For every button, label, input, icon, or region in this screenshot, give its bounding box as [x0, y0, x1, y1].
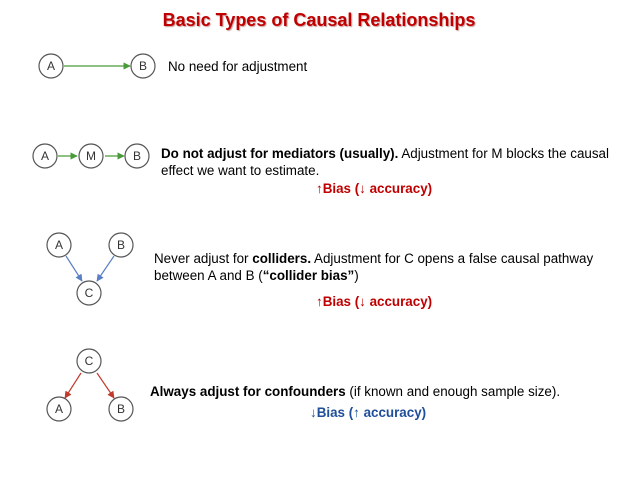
svg-text:A: A [54, 238, 64, 252]
node-b [109, 233, 133, 257]
svg-text:C: C [84, 286, 94, 300]
node-a [33, 144, 57, 168]
node-b [125, 144, 149, 168]
arrow-b-to-c [97, 256, 114, 281]
arrow-c-to-a [65, 373, 81, 398]
mediator-bias: ↑Bias (↓ accuracy) [316, 181, 433, 196]
confounder-bias: ↓Bias (↑ accuracy) [310, 405, 427, 420]
confounder-description: Always adjust for confounders (if known and enough sample size). [150, 384, 561, 399]
svg-text:M: M [86, 149, 96, 163]
node-a [39, 54, 63, 78]
diagram-mediator [33, 144, 149, 168]
confounder-rule: Always adjust for confounders [150, 384, 346, 399]
node-c [77, 349, 101, 373]
svg-text:B: B [132, 149, 142, 163]
svg-text:A: A [54, 402, 64, 416]
mediator-rule: Do not adjust for mediators (usually). [161, 146, 399, 161]
svg-text:B: B [116, 238, 126, 252]
arrow-c-to-b [97, 373, 114, 398]
svg-text:A: A [46, 59, 56, 73]
direct-description: No need for adjustment [168, 59, 308, 74]
svg-text:C: C [84, 354, 94, 368]
svg-text:B: B [116, 402, 126, 416]
node-a [47, 397, 71, 421]
collider-bias-term: “collider bias” [262, 268, 355, 283]
node-b [109, 397, 133, 421]
mediator-description: Do not adjust for mediators (usually). Adjustment for M blocks the causal effect we want to estimate. [161, 146, 609, 178]
diagram-collider [47, 233, 133, 305]
collider-term: colliders. [252, 251, 312, 266]
arrow-a-to-c [66, 256, 82, 281]
svg-text:B: B [138, 59, 148, 73]
collider-description: Never adjust for colliders. Adjustment for C opens a false causal pathway between A and B (“collider bias”) [154, 251, 594, 283]
collider-bias: ↑Bias (↓ accuracy) [316, 294, 433, 309]
node-b [131, 54, 155, 78]
diagram-direct [39, 54, 155, 78]
node-a [47, 233, 71, 257]
diagram-confounder [47, 349, 133, 421]
node-m [79, 144, 103, 168]
node-c [77, 281, 101, 305]
page-title: Basic Types of Causal Relationships [162, 10, 476, 30]
svg-text:A: A [40, 149, 50, 163]
